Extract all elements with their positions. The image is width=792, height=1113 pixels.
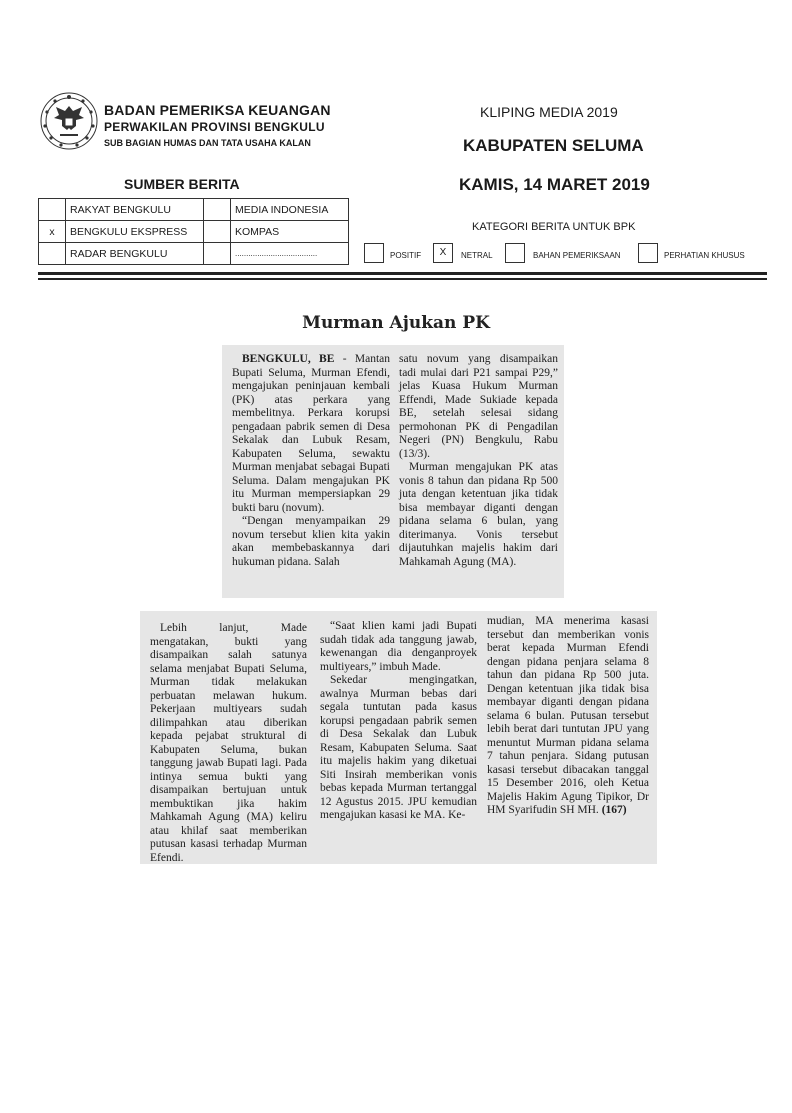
article-paragraph: Lebih lanjut, Made mengatakan, bukti yang disampaikan salah satunya selama menjabat Bupati Seluma, Murman tidak melakukan perbuatan melawan hukum. Pekerjaan multiyears sudah dilimpahkan atau diberikan kepada pejabat struktural di Kabupaten Seluma, bukan tanggung jawab Bupati lagi. Pada intinya semua bukti yang disampaikan bertujuan untuk membuktikan jika hakim Mahkamah Agung (MA) keliru atau khilaf saat memberikan putusan kasasi terhadap Murman Efendi. <box>150 622 307 864</box>
article-column <box>232 353 390 569</box>
source-name: RAKYAT BENGKULU <box>66 199 204 221</box>
article-headline: Murman Ajukan PK <box>302 313 490 333</box>
source-checkbox <box>204 243 231 265</box>
news-clipping-2 <box>140 611 657 864</box>
divider <box>38 278 767 280</box>
netral-checkbox: X <box>433 243 453 263</box>
source-checkbox <box>204 199 231 221</box>
article-paragraph: “Saat klien kami jadi Bupati sudah tidak ada tanggung jawab, kewenangan dia denganproyek multiyears,” imbuh Made. <box>320 620 477 673</box>
perhatian-khusus-checkbox <box>638 243 658 263</box>
org-branch: PERWAKILAN PROVINSI BENGKULU <box>104 120 325 134</box>
bahan-pemeriksaan-label: BAHAN PEMERIKSAAN <box>533 251 621 260</box>
source-table <box>38 198 349 265</box>
dateline: BENGKULU, BE <box>242 353 335 365</box>
kategori-title: KATEGORI BERITA UNTUK BPK <box>472 221 636 233</box>
kabupaten-title: KABUPATEN SELUMA <box>463 136 644 155</box>
source-row <box>39 221 349 243</box>
source-name: KOMPAS <box>231 221 349 243</box>
bpk-logo-icon <box>38 90 100 152</box>
netral-label: NETRAL <box>461 251 493 260</box>
reporter-code: (167) <box>601 804 627 816</box>
article-paragraph: “Dengan menyampaikan 29 novum tersebut klien kita yakin akan membebaskannya dari hukuman pidana. Salah <box>232 515 390 568</box>
date-title: KAMIS, 14 MARET 2019 <box>459 175 650 194</box>
article-paragraph: Sekedar mengingatkan, awalnya Murman bebas dari segala tuntutan pada kasus korupsi pengadaan pabrik semen di Desa Sekalak dan Lubuk Resam, Kabupaten Seluma. Saat itu majelis hakim yang diketuai Siti Insirah memberikan vonis bebas kepada Murman tertanggal 12 Agustus 2015. JPU kemudian mengajukan kasasi ke MA. Ke- <box>320 674 477 821</box>
article-paragraph: satu novum yang disampaikan tadi mulai dari P21 sampai P29,” jelas Kuasa Hukum Murman Effendi, Made Sukiade kepada BE, setelah selesai sidang permohonan PK di Pengadilan Negeri (PN) Bengkulu, Rabu (13/3). <box>399 353 558 460</box>
positif-checkbox <box>364 243 384 263</box>
source-name: ..................................... <box>231 243 349 265</box>
sumber-berita-title: SUMBER BERITA <box>124 176 240 192</box>
source-checkbox <box>204 221 231 243</box>
article-paragraph: mudian, MA menerima kasasi tersebut dan memberikan vonis berat kepada Murman Efendi dengan pidana penjara selama 8 tahun dan pidana Rp 500 juta. Dengan ketentuan jika tidak bisa membayar diganti dengan pidana selama 6 bulan. Putusan tersebut lebih berat dari tuntutan JPU yang menuntut Murman pidana selama 7 tahun penjara. Sidang putusan kasasi tersebut dibacakan tanggal 15 Desember 2016, oleh Ketua Majelis Hakim Agung Tipikor, Dr HM Syarifudin SH MH. <box>487 615 649 816</box>
news-clipping-1 <box>222 345 564 598</box>
source-checkbox <box>39 199 66 221</box>
article-column <box>150 622 307 865</box>
source-name: BENGKULU EKSPRESS <box>66 221 204 243</box>
article-column <box>320 620 477 823</box>
perhatian-khusus-label: PERHATIAN KHUSUS <box>664 251 745 260</box>
bahan-pemeriksaan-checkbox <box>505 243 525 263</box>
kliping-title: KLIPING MEDIA 2019 <box>480 104 618 120</box>
source-name: RADAR BENGKULU <box>66 243 204 265</box>
positif-label: POSITIF <box>390 251 422 260</box>
org-division: SUB BAGIAN HUMAS DAN TATA USAHA KALAN <box>104 138 311 148</box>
source-row <box>39 243 349 265</box>
article-column <box>399 353 558 569</box>
source-checkbox: x <box>39 221 66 243</box>
source-checkbox <box>39 243 66 265</box>
article-paragraph: - Mantan Bupati Seluma, Murman Efendi, mengajukan peninjauan kembali (PK) atas perkara yang membelitnya. Perkara korupsi pengadaan pabrik semen di Desa Sekalak dan Lubuk Resam, Kabupaten Seluma, sewaktu Murman menjabat sebagai Bupati Seluma. Dalam mengajukan PK itu Murman mempersiapkan 29 bukti baru (novum). <box>232 353 390 514</box>
article-paragraph: Murman mengajukan PK atas vonis 8 tahun dan pidana Rp 500 juta dengan ketentuan jika tidak bisa membayar diganti dengan pidana selama 6 bulan, yang diterimanya. Vonis tersebut dijautuhkan majelis hakim dari Mahkamah Agung (MA). <box>399 461 558 568</box>
org-name: BADAN PEMERIKSA KEUANGAN <box>104 102 331 118</box>
source-name: MEDIA INDONESIA <box>231 199 349 221</box>
source-row <box>39 199 349 221</box>
divider <box>38 272 767 275</box>
article-column <box>487 615 649 818</box>
